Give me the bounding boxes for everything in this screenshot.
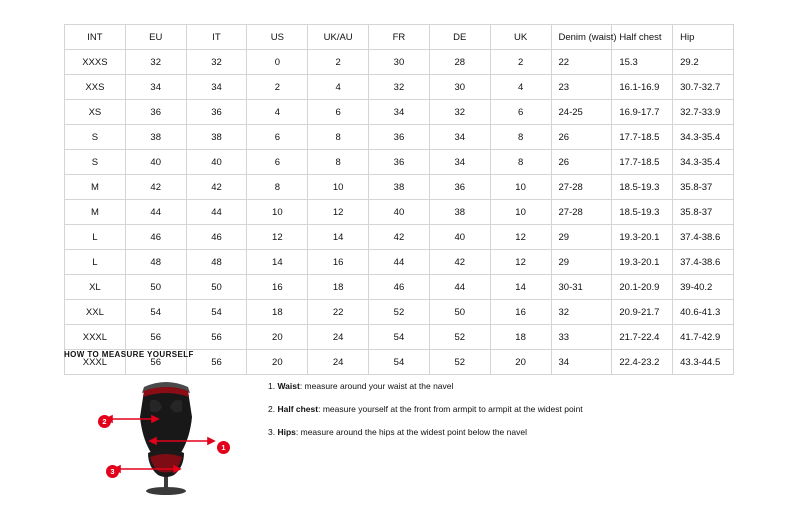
size-value-cell: 16 — [308, 250, 369, 275]
size-value-cell: 12 — [308, 200, 369, 225]
size-value-cell: 14 — [490, 275, 551, 300]
size-value-cell: 38 — [429, 200, 490, 225]
size-value-cell: 52 — [429, 325, 490, 350]
size-value-cell: 56 — [186, 325, 247, 350]
size-value-cell: 19.3-20.1 — [612, 225, 673, 250]
size-value-cell: 52 — [369, 300, 430, 325]
size-value-cell: 30 — [429, 75, 490, 100]
size-value-cell: 10 — [308, 175, 369, 200]
size-value-cell: 4 — [247, 100, 308, 125]
size-value-cell: 8 — [247, 175, 308, 200]
size-value-cell: 56 — [125, 350, 186, 375]
size-value-cell: 54 — [186, 300, 247, 325]
size-value-cell: 34 — [429, 125, 490, 150]
size-label-cell: XL — [65, 275, 126, 300]
size-value-cell: 30.7-32.7 — [673, 75, 734, 100]
size-value-cell: 10 — [490, 175, 551, 200]
mannequin-illustration — [104, 371, 234, 496]
size-value-cell: 2 — [490, 50, 551, 75]
size-value-cell: 21.7-22.4 — [612, 325, 673, 350]
how-to-measure-body — [64, 371, 734, 496]
size-value-cell: 36 — [125, 100, 186, 125]
size-value-cell: 18.5-19.3 — [612, 175, 673, 200]
size-value-cell: 50 — [186, 275, 247, 300]
size-value-cell: 40 — [186, 150, 247, 175]
note-index: 3. — [268, 427, 276, 438]
badge-hips: 3 — [106, 465, 119, 478]
column-header: DE — [429, 25, 490, 50]
size-value-cell: 44 — [125, 200, 186, 225]
column-header: US — [247, 25, 308, 50]
column-header: INT — [65, 25, 126, 50]
size-value-cell: 30-31 — [551, 275, 612, 300]
size-value-cell: 50 — [429, 300, 490, 325]
size-value-cell: 32.7-33.9 — [673, 100, 734, 125]
column-header: UK/AU — [308, 25, 369, 50]
size-value-cell: 42 — [429, 250, 490, 275]
size-label-cell: L — [65, 225, 126, 250]
table-row — [65, 250, 734, 275]
size-value-cell: 20 — [490, 350, 551, 375]
size-label-cell: L — [65, 250, 126, 275]
size-value-cell: 32 — [429, 100, 490, 125]
table-row — [65, 100, 734, 125]
size-value-cell: 18 — [247, 300, 308, 325]
mannequin-svg — [104, 371, 234, 496]
size-value-cell: 46 — [125, 225, 186, 250]
size-value-cell: 36 — [186, 100, 247, 125]
size-value-cell: 22 — [551, 50, 612, 75]
note-term: Waist — [277, 381, 300, 391]
size-value-cell: 16 — [247, 275, 308, 300]
size-label-cell: XXS — [65, 75, 126, 100]
note-index: 2. — [268, 404, 276, 415]
size-chart-table — [64, 24, 734, 375]
note-text: : measure yourself at the front from armpit to armpit at the widest point — [318, 404, 583, 415]
size-value-cell: 44 — [429, 275, 490, 300]
size-value-cell: 56 — [125, 325, 186, 350]
size-label-cell: XS — [65, 100, 126, 125]
column-header: EU — [125, 25, 186, 50]
measure-note — [268, 427, 583, 437]
size-value-cell: 29.2 — [673, 50, 734, 75]
size-value-cell: 18 — [490, 325, 551, 350]
size-value-cell: 20.9-21.7 — [612, 300, 673, 325]
size-value-cell: 20.1-20.9 — [612, 275, 673, 300]
size-value-cell: 12 — [247, 225, 308, 250]
size-value-cell: 4 — [308, 75, 369, 100]
size-value-cell: 42 — [125, 175, 186, 200]
size-chart-table-wrapper — [64, 24, 734, 375]
column-header: UK — [490, 25, 551, 50]
size-value-cell: 44 — [369, 250, 430, 275]
size-label-cell: XXXL — [65, 350, 126, 375]
size-value-cell: 4 — [490, 75, 551, 100]
size-value-cell: 42 — [369, 225, 430, 250]
size-value-cell: 14 — [247, 250, 308, 275]
how-to-measure-title: HOW TO MEASURE YOURSELF — [64, 350, 194, 359]
size-value-cell: 12 — [490, 250, 551, 275]
table-row — [65, 125, 734, 150]
measure-notes — [268, 371, 583, 451]
size-value-cell: 56 — [186, 350, 247, 375]
size-value-cell: 19.3-20.1 — [612, 250, 673, 275]
size-value-cell: 38 — [369, 175, 430, 200]
badge-waist: 1 — [217, 441, 230, 454]
size-value-cell: 32 — [186, 50, 247, 75]
table-row — [65, 225, 734, 250]
size-label-cell: M — [65, 175, 126, 200]
badge-half-chest: 2 — [98, 415, 111, 428]
size-value-cell: 6 — [247, 125, 308, 150]
column-header: IT — [186, 25, 247, 50]
size-value-cell: 44 — [186, 200, 247, 225]
size-value-cell: 30 — [369, 50, 430, 75]
size-value-cell: 34 — [125, 75, 186, 100]
size-value-cell: 34 — [429, 150, 490, 175]
size-value-cell: 40 — [125, 150, 186, 175]
size-value-cell: 6 — [247, 150, 308, 175]
size-label-cell: S — [65, 150, 126, 175]
size-value-cell: 32 — [125, 50, 186, 75]
size-value-cell: 20 — [247, 325, 308, 350]
size-value-cell: 22 — [308, 300, 369, 325]
size-value-cell: 33 — [551, 325, 612, 350]
size-value-cell: 52 — [429, 350, 490, 375]
how-to-measure-section — [64, 350, 734, 496]
size-value-cell: 27-28 — [551, 200, 612, 225]
size-value-cell: 17.7-18.5 — [612, 125, 673, 150]
size-value-cell: 27-28 — [551, 175, 612, 200]
size-value-cell: 36 — [369, 150, 430, 175]
size-value-cell: 0 — [247, 50, 308, 75]
table-row — [65, 325, 734, 350]
size-value-cell: 16 — [490, 300, 551, 325]
table-row — [65, 200, 734, 225]
size-value-cell: 6 — [490, 100, 551, 125]
size-value-cell: 6 — [308, 100, 369, 125]
size-value-cell: 43.3-44.5 — [673, 350, 734, 375]
size-value-cell: 46 — [369, 275, 430, 300]
table-row — [65, 300, 734, 325]
size-value-cell: 34 — [369, 100, 430, 125]
size-value-cell: 2 — [308, 50, 369, 75]
size-value-cell: 29 — [551, 225, 612, 250]
size-value-cell: 8 — [308, 150, 369, 175]
size-label-cell: S — [65, 125, 126, 150]
size-value-cell: 50 — [125, 275, 186, 300]
size-value-cell: 37.4-38.6 — [673, 250, 734, 275]
size-value-cell: 32 — [369, 75, 430, 100]
measure-note — [268, 381, 583, 391]
size-value-cell: 29 — [551, 250, 612, 275]
size-value-cell: 36 — [369, 125, 430, 150]
size-value-cell: 34.3-35.4 — [673, 150, 734, 175]
note-index: 1. — [268, 381, 276, 391]
size-value-cell: 14 — [308, 225, 369, 250]
size-label-cell: XXXS — [65, 50, 126, 75]
table-header-row — [65, 25, 734, 50]
size-value-cell: 42 — [186, 175, 247, 200]
size-value-cell: 20 — [247, 350, 308, 375]
size-value-cell: 54 — [125, 300, 186, 325]
size-label-cell: XXXL — [65, 325, 126, 350]
table-row — [65, 150, 734, 175]
size-label-cell: XXL — [65, 300, 126, 325]
size-value-cell: 26 — [551, 125, 612, 150]
size-value-cell: 22.4-23.2 — [612, 350, 673, 375]
size-value-cell: 17.7-18.5 — [612, 150, 673, 175]
table-row — [65, 75, 734, 100]
note-text: : measure around the hips at the widest point below the navel — [295, 427, 527, 438]
size-value-cell: 24-25 — [551, 100, 612, 125]
size-value-cell: 34 — [186, 75, 247, 100]
column-header: Denim (waist) — [551, 25, 612, 50]
size-value-cell: 16.9-17.7 — [612, 100, 673, 125]
size-value-cell: 32 — [551, 300, 612, 325]
size-value-cell: 40 — [369, 200, 430, 225]
size-value-cell: 10 — [490, 200, 551, 225]
size-value-cell: 8 — [490, 125, 551, 150]
size-value-cell: 23 — [551, 75, 612, 100]
size-value-cell: 36 — [429, 175, 490, 200]
size-value-cell: 24 — [308, 350, 369, 375]
size-value-cell: 48 — [186, 250, 247, 275]
size-value-cell: 34 — [551, 350, 612, 375]
size-value-cell: 48 — [125, 250, 186, 275]
size-value-cell: 54 — [369, 325, 430, 350]
size-value-cell: 2 — [247, 75, 308, 100]
size-value-cell: 24 — [308, 325, 369, 350]
size-value-cell: 34.3-35.4 — [673, 125, 734, 150]
column-header: Hip — [673, 25, 734, 50]
note-term: Half chest — [277, 404, 319, 415]
table-header — [65, 25, 734, 50]
measure-note — [268, 404, 583, 414]
size-value-cell: 46 — [186, 225, 247, 250]
table-body — [65, 50, 734, 375]
table-row — [65, 275, 734, 300]
size-value-cell: 28 — [429, 50, 490, 75]
table-row — [65, 50, 734, 75]
size-value-cell: 26 — [551, 150, 612, 175]
table-row — [65, 175, 734, 200]
size-value-cell: 10 — [247, 200, 308, 225]
size-value-cell: 12 — [490, 225, 551, 250]
size-value-cell: 18 — [308, 275, 369, 300]
size-value-cell: 35.8-37 — [673, 200, 734, 225]
size-value-cell: 39-40.2 — [673, 275, 734, 300]
size-value-cell: 35.8-37 — [673, 175, 734, 200]
size-value-cell: 18.5-19.3 — [612, 200, 673, 225]
note-term: Hips — [277, 427, 296, 438]
size-value-cell: 8 — [308, 125, 369, 150]
note-text: : measure around your waist at the navel — [299, 381, 454, 391]
size-value-cell: 37.4-38.6 — [673, 225, 734, 250]
size-value-cell: 16.1-16.9 — [612, 75, 673, 100]
column-header: Half chest — [612, 25, 673, 50]
size-value-cell: 15.3 — [612, 50, 673, 75]
size-value-cell: 8 — [490, 150, 551, 175]
size-value-cell: 41.7-42.9 — [673, 325, 734, 350]
size-label-cell: M — [65, 200, 126, 225]
size-value-cell: 40.6-41.3 — [673, 300, 734, 325]
size-value-cell: 38 — [125, 125, 186, 150]
column-header: FR — [369, 25, 430, 50]
size-value-cell: 54 — [369, 350, 430, 375]
size-value-cell: 38 — [186, 125, 247, 150]
size-value-cell: 40 — [429, 225, 490, 250]
